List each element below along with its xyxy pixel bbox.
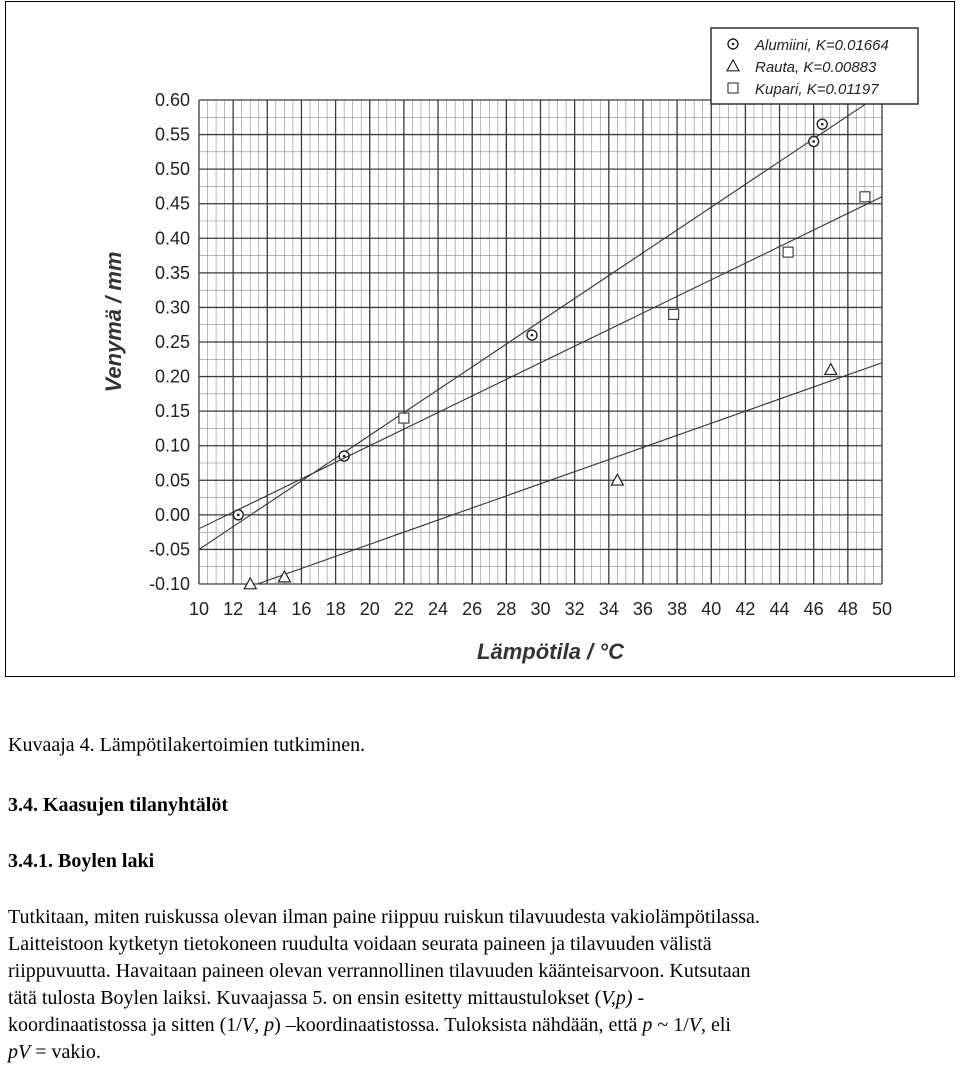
x-tick-label: 34: [598, 599, 619, 619]
y-tick-label: -0.10: [148, 574, 190, 594]
paragraph-line: Laitteistoon kytketyn tietokoneen ruudulta voidaan seurata paineen ja tilavuuden välistä: [8, 933, 712, 955]
data-point-center: [531, 334, 534, 337]
temperature-expansion-chart: [6, 2, 954, 676]
x-tick-label: 36: [632, 599, 653, 619]
x-tick-label: 44: [769, 599, 790, 619]
paragraph-text: tätä tulosta Boylen laiksi. Kuvaajassa 5. on ensin esitetty mittaustulokset (: [8, 987, 602, 1009]
x-axis-label: Lämpötila / °C: [477, 639, 624, 664]
math-symbol: V: [688, 1014, 701, 1036]
y-tick-label: 0.45: [154, 193, 190, 214]
y-axis-label: Venymä / mm: [101, 251, 126, 393]
y-tick-label: 0.55: [154, 124, 190, 145]
legend-entry-label: Alumiini, K=0.01664: [755, 37, 889, 54]
paragraph-text: koordinaatistossa ja sitten (1/: [8, 1014, 242, 1036]
x-tick-label: 28: [496, 599, 517, 619]
y-tick-label: 0.20: [154, 366, 190, 387]
paragraph-line: [8, 985, 956, 1012]
y-tick-label: 0.40: [154, 228, 190, 249]
data-point-triangle: [825, 364, 837, 375]
y-tick-label: 0.25: [154, 332, 190, 352]
data-point-square: [783, 247, 793, 257]
figure-frame: [5, 1, 955, 677]
data-point-square: [860, 192, 870, 202]
y-tick-label: 0.00: [154, 504, 190, 525]
data-point-center: [821, 123, 824, 126]
x-tick-label: 12: [223, 599, 244, 619]
y-tick-label: 0.05: [154, 470, 190, 491]
paragraph-text: ~ 1/: [652, 1014, 689, 1036]
paragraph-line: Tutkitaan, miten ruiskussa olevan ilman paine riippuu ruiskun tilavuudesta vakiolämpötilassa.: [8, 906, 760, 928]
math-symbol: V,p): [601, 987, 633, 1009]
paragraph-line: [8, 1012, 956, 1039]
grid: [199, 100, 882, 584]
data-point-center: [812, 140, 815, 143]
x-tick-label: 30: [530, 599, 551, 619]
data-point-square: [669, 309, 679, 319]
y-tick-label: -0.05: [148, 539, 190, 560]
legend-entry-label: Kupari, K=0.01197: [755, 81, 879, 98]
paragraph-text: , eli: [700, 1014, 731, 1036]
data-point-center: [343, 455, 346, 458]
legend: [711, 28, 918, 104]
y-tick-label: 0.35: [154, 262, 190, 283]
x-tick-label: 14: [257, 599, 278, 619]
x-tick-label: 50: [871, 599, 893, 619]
x-tick-label: 20: [359, 599, 380, 619]
x-tick-label: 10: [188, 599, 210, 619]
x-tick-label: 24: [428, 599, 449, 619]
data-point-center: [732, 43, 735, 46]
math-symbol: p: [264, 1014, 275, 1036]
x-tick-label: 46: [803, 599, 824, 619]
body-paragraph: [8, 904, 956, 1066]
paragraph-text: = vakio.: [30, 1041, 101, 1063]
x-tick-label: 22: [393, 599, 414, 619]
paragraph-line: [8, 1039, 956, 1066]
y-tick-label: 0.50: [154, 159, 190, 180]
paragraph-line: riippuvuutta. Havaitaan paineen olevan verrannollinen tilavuuden käänteisarvoon. Kutsutaan: [8, 960, 751, 982]
y-tick-label: 0.30: [154, 297, 190, 318]
x-tick-label: 38: [667, 599, 688, 619]
data-point-square: [728, 83, 738, 93]
y-tick-label: 0.60: [154, 90, 190, 110]
math-symbol: p: [642, 1014, 653, 1036]
x-tick-label: 40: [701, 599, 722, 619]
y-tick-label: 0.10: [154, 435, 190, 456]
paragraph-text: ) –koordinaatistossa. Tuloksista nähdään, että: [274, 1014, 643, 1036]
paragraph-text: ,: [254, 1014, 265, 1036]
math-symbol: pV: [8, 1041, 31, 1063]
x-tick-label: 48: [837, 599, 858, 619]
subsection-heading: 3.4.1. Boylen laki: [8, 850, 155, 872]
math-symbol: V: [241, 1014, 255, 1036]
x-tick-label: 26: [462, 599, 483, 619]
data-point-center: [237, 514, 240, 517]
x-tick-label: 16: [291, 599, 312, 619]
data-point-square: [399, 413, 409, 423]
figure-caption: Kuvaaja 4. Lämpötilakertoimien tutkiminen.: [8, 734, 366, 756]
x-tick-label: 42: [735, 599, 756, 619]
paragraph-text: -: [632, 987, 645, 1009]
y-tick-label: 0.15: [154, 401, 190, 422]
legend-entry-label: Rauta, K=0.00883: [755, 59, 877, 76]
section-heading: 3.4. Kaasujen tilanyhtälöt: [8, 794, 229, 816]
x-tick-label: 32: [564, 599, 585, 619]
x-tick-label: 18: [325, 599, 346, 619]
